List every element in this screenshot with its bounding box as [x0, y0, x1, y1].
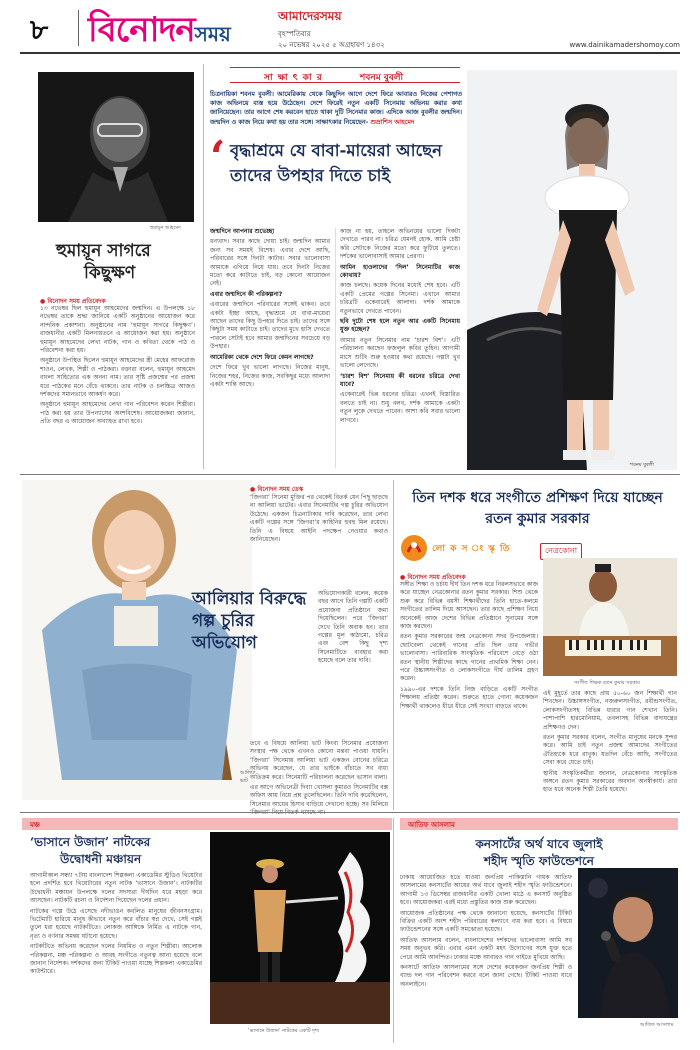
interview-question: আমেরিকা থেকে দেশে ফিরে কেমন লাগছে?: [210, 353, 314, 361]
bubly-photo-caption: শবনম বুবলী: [630, 462, 654, 468]
ratan-corner-label-text: নেত্রকোনা: [540, 543, 582, 560]
ratan-paragraph: স্থানীয় সংস্কৃতিকর্মীরা জানান, নেত্রকোনার সাংস্কৃতিক অঙ্গনে রতন কুমার সরকারের অবদান অনস্বীকার্য। তার হাত ধরে অনেক শিল্পী তৈরি হয়েছে।: [543, 769, 677, 794]
ratan-paragraph: রতন কুমার সরকার বলেন, সংগীত মানুষের মনকে সুন্দর করে। আমি চাই নতুন প্রজন্ম আমাদের সংগীতের ঐতিহ্যকে ধরে রাখুক। যতদিন বেঁচে আছি, সংগীতের সেবা করে যেতে চাই।: [543, 734, 677, 767]
page-number: ৮: [30, 13, 49, 46]
interview-answer: কাজ চলছে। কয়েক দিনের মধ্যেই শেষ হবে। এটি একটি প্রেমের গল্পের সিনেমা। এখানে আমার চরিত্রটি একেবারেই আলাদা। দর্শক আমাকে নতুনভাবে দেখতে পাবেন।: [340, 282, 460, 315]
issue-day: বৃহস্পতিবার: [278, 30, 311, 38]
atif-paragraph: ঢাকায় আয়োজিত হতে যাওয়া জনপ্রিয় পাকিস্তানি গায়ক আতিফ আসলামের কনসার্টের আয়ের অর্থ যাবে জুলাই শহীদ স্মৃতি ফাউন্ডেশনে। আগামী ১৩ ডিসেম্বর রাজধানীর একটি খোলা মাঠে এ কনসার্ট অনুষ্ঠিত হবে। আয়োজকরা এরই মধ্যে প্রস্তুতির কাজ শুরু করেছেন।: [400, 874, 572, 907]
bhashan-headline: [30, 834, 205, 868]
atif-section-tag: [400, 818, 678, 830]
bhashan-photo: [210, 832, 390, 1024]
ratan-col1: [400, 581, 538, 807]
bhashan-headline-line1: ‘ভাসানে উজান’ নাটকের: [30, 835, 151, 849]
atif-headline: [400, 836, 678, 870]
interview-question: জন্মদিনে আপনার শুভেচ্ছা: [210, 228, 275, 235]
ratan-col2: [543, 690, 677, 808]
section-suffix: সময়: [194, 22, 231, 46]
ratan-paragraph: এই মুহূর্তে তার কাছে প্রায় ৫০-৬০ জন শিক্ষার্থী গান শিখছেন। উচ্চাঙ্গসংগীত, নজরুলসংগীত, রবীন্দ্রসংগীত, লোকসংগীতসহ বিভিন্ন ধারার গান শেখান তিনি। পাশাপাশি হারমোনিয়াম, তবলাসহ বিভিন্ন বাদ্যযন্ত্রের প্রশিক্ষণও দেন।: [543, 690, 677, 731]
humayun-paragraph: অনুষ্ঠানে উপস্থিত ছিলেন হুমায়ূন আহমেদের স্ত্রী মেহের আফরোজ শাওন, লেখক, শিল্পী ও পাঠকরা। বক্তারা বলেন, হুমায়ূন আহমেদ বাংলা সাহিত্যের এক অনন্য নাম। তার সৃষ্টি প্রজন্মের পর প্রজন্ম ধরে পাঠকের মনে বেঁচে থাকবে। তার নাটক ও চলচ্চিত্র আজও দর্শকদের সমানভাবে আকর্ষণ করে।: [40, 357, 195, 399]
bhashan-section-label: মঞ্চ: [30, 821, 41, 829]
bhashan-stage-image: [210, 832, 390, 1024]
alia-paragraph: এর আগে অভিনেত্রী দিব্যা খোসলা কুমারও সিনেমাটির বক্স অফিস আয় নিয়ে প্রশ্ন তুলেছিলেন। তিনি দাবি করেছিলেন, সিনেমার আয়ের হিসাব বাড়িয়ে দেখানো হচ্ছে। সব মিলিয়ে: [250, 784, 388, 808]
interview-headline: [210, 132, 458, 188]
interview-subject: শবনম বুবলী: [360, 73, 404, 83]
atif-body: [400, 874, 572, 1040]
alia-headline: আলিয়ার বিরুদ্ধে গল্প চুরির অভিযোগ: [192, 589, 307, 653]
bhashan-paragraph: নাটকটিতে অভিনয় করেছেন দলের নিয়মিত ও নতুন শিল্পীরা। আলোক পরিকল্পনা, মঞ্চ পরিকল্পনা ও আবহ সংগীতে নতুনত্ব আনা হয়েছে বলে জানান নির্দেশক। দর্শকদের জন্য টিকিট পাওয়া যাচ্ছে শিল্পকলা একাডেমির কাউন্টারে।: [30, 943, 202, 976]
humayun-headline: [56, 240, 196, 284]
ratan-corner-label: [540, 538, 582, 560]
ratan-photo-caption: সংগীত শিক্ষক রতন কুমার সরকার: [574, 680, 640, 686]
ratan-byline-text: বিনোদন সময় প্রতিবেদক: [407, 574, 466, 581]
humayun-photo: [38, 72, 194, 222]
interview-answer: ধন্যবাদ। সবার কাছে দোয়া চাই। জন্মদিন আমার জন্য সব সময়ই বিশেষ। এবার দেশে আছি, পরিবারের সঙ্গে দিনটা কাটাব। সবার ভালোবাসা আমাকে এগিয়ে নিয়ে যায়। তবে দিনটা নিজের মতো করে কাটাতে চাই, বড় কোনো আয়োজন নেই।: [210, 238, 330, 288]
humayun-byline-text: বিনোদন সময় প্রতিবেদক: [47, 298, 106, 305]
humayun-photo-caption: হুমায়ূন আহমেদ: [150, 225, 181, 231]
interview-label-bar: [230, 67, 460, 83]
interview-interviewer: শুভ্রাশিস আহমেদ: [370, 118, 415, 126]
atif-photo-caption: আতিফ আসলাম: [640, 1022, 674, 1028]
folk-culture-icon: [400, 534, 428, 562]
quote-mark-icon: ‘: [210, 132, 226, 183]
ratan-photo: [543, 558, 677, 676]
bhashan-section-tag: [22, 818, 392, 830]
interview-answer: আমার নতুন সিনেমার নাম ‘চারশ বিশ’। এটি পরিচালনা করছেন ফজলুল কবির তুহিন। আগামী মাসে শুটিং শুরু হওয়ার কথা রয়েছে। গল্পটা খুব ভালো লেগেছে।: [340, 336, 460, 370]
interview-col1: [210, 228, 330, 468]
ratan-section-label: লো ক স ং স্কৃ তি: [432, 544, 511, 554]
ratan-byline: ● বিনোদন সময় প্রতিবেদক: [400, 574, 466, 581]
ratan-paragraph: সঙ্গীত শিক্ষা ও চর্চায় দীর্ঘ তিন দশক ধরে নিরলসভাবে কাজ করে যাচ্ছেন নেত্রকোনার রতন কুমার সরকার। শিশু থেকে শুরু করে বিভিন্ন বয়সী শিক্ষার্থীদের তিনি হাতে-কলমে সংগীতের তালিম দিয়ে আসছেন। তার কাছে প্রশিক্ষণ নিয়ে অনেকেই আজ দেশের বিভিন্ন প্রতিষ্ঠানে সুনামের সঙ্গে কাজ করছেন।: [400, 581, 539, 631]
ratan-section-badge: [400, 534, 538, 562]
bubly-portrait-image: [467, 70, 677, 470]
website[interactable]: www.dainikamadershomoy.com: [569, 41, 680, 49]
atif-section-label: আতিফ আসলাম: [408, 821, 455, 829]
bhashan-headline-line2: উদ্বোধনী মঞ্চায়ন: [60, 852, 142, 866]
alia-body-top: [250, 494, 388, 586]
interview-col2: [340, 228, 460, 468]
ratan-paragraph: রতন কুমার সরকারের জন্ম নেত্রকোনা সদর উপজেলায়। ছোটবেলা থেকেই গানের প্রতি ছিল তার গভীর ভালোবাসা। পারিবারিক সাংস্কৃতিক পরিবেশে বেড়ে ওঠা রতন স্থানীয় শিল্পীদের কাছে গানের প্রাথমিক শিক্ষা নেন। পরে উচ্চাঙ্গসংগীত ও লোকসংগীতে দীর্ঘ তালিম গ্রহণ করেন।: [400, 633, 538, 683]
bhashan-body: [30, 872, 202, 1040]
interview-question: এবার জন্মদিনে কী পরিকল্পনা?: [210, 290, 283, 298]
humayun-headline-line1: হুমায়ূন সাগরে: [56, 241, 151, 261]
masthead: [0, 0, 700, 56]
ratan-paragraph: ১৯৯০-এর দশকে তিনি নিজ বাড়িতে একটি সংগীত শিক্ষালয় প্রতিষ্ঠা করেন। শুরুতে হাতে গোনা কয়েকজন শিক্ষার্থী থাকলেও ধীরে ধীরে সেই সংখ্যা বাড়তে থাকে।: [400, 685, 538, 710]
interview-answer: দেশে ফিরে খুব ভালো লাগছে। নিজের মানুষ, নিজের শহর, নিজের কাজ, সবকিছুর মধ্যে আলাদা একটা শান্তি আছে।: [210, 364, 330, 388]
interview-question: আমিন হাওলাদের ‘দিল’ সিনেমাটির কাজ কোথায়?: [340, 263, 460, 280]
interview-intro-text: চিত্রনায়িকা শবনম বুবলী। আমেরিকায় থেকে কিছুদিন আগে দেশে ফিরে আবারও নিজের পেশাগত কাজ অভিনয়ে ব্যস্ত হয়ে উঠেছেন। দেশে ফিরেই নতুন একটি সিনেমায় অভিনয় করার কথা জানিয়েছেন। তার আগে শেষ করবেন হাতে থাকা দুটি সিনেমার কাজ। এদিকে আজ বুবলীর জন্মদিন। জন্মদিন ও কাজ নিয়ে কথা হয় তার সঙ্গে। সাক্ষাৎকার নিয়েছেন-: [210, 91, 462, 126]
humayun-body: [40, 305, 195, 465]
interview-question: ‘চারশ বিশ’ সিনেমায় কী ধরনের চরিত্রে দেখা যাবে?: [340, 372, 460, 388]
interview-headline-text: বৃদ্ধাশ্রমে যে বাবা-মায়েরা আছেন তাদের উপহার দিতে চাই: [230, 141, 442, 185]
atif-paragraph: আতিফ আসলাম বলেন, বাংলাদেশের দর্শকদের ভালোবাসা আমি সব সময় অনুভব করি। এবার এমন একটি মহৎ উদ্যোগের সঙ্গে যুক্ত হতে পেরে আমি আনন্দিত। ঢাকার মঞ্চে আবারও গান গাইতে মুখিয়ে আছি।: [400, 936, 572, 961]
bhashan-paragraph: আগামীকাল সন্ধ্যা ৭টায় বাংলাদেশ শিল্পকলা একাডেমির স্টুডিও থিয়েটার হলে প্রদর্শিত হবে থিয়েটারের নতুন নাটক ‘ভাসানে উজান’। নাটকটির উদ্বোধনী মঞ্চায়ন উপলক্ষে দলের সদস্যরা দীর্ঘদিন ধরে মহড়া করে আসছেন। নাটকটি রচনা ও নির্দেশনা দিয়েছেন দলের প্রধান।: [30, 872, 202, 905]
atif-headline-line1: কনসার্টের অর্থ যাবে জুলাই: [475, 837, 603, 851]
humayun-paragraph: ১৩ নভেম্বর ছিল হুমায়ূন আহমেদের জন্মদিন। এ উপলক্ষে ১৮ নভেম্বর তাকে শ্রদ্ধা জানিয়ে একটি অনুষ্ঠানের আয়োজন করে নান্দনিক প্রকাশনা। অনুষ্ঠানের নাম ‘হুমায়ূন সাগরে কিছুক্ষণ’। রাজধানীর একটি মিলনায়তনে এ আয়োজন করা হয়। অনুষ্ঠানে হুমায়ূন আহমেদের লেখা নাটক, গান ও কবিতা থেকে পাঠ ও পরিবেশনা করা হয়।: [40, 305, 195, 355]
humayun-paragraph: অনুষ্ঠানে হুমায়ূন আহমেদের লেখা গান পরিবেশন করেন শিল্পীরা। পাঠ করা হয় তার উপন্যাসের অংশবিশেষ। আয়োজকরা জানান, প্রতি বছর এ আয়োজন অব্যাহত রাখা হবে।: [40, 401, 195, 426]
atif-paragraph: কনসার্টে আতিফ আসলামের সঙ্গে দেশের কয়েকজন জনপ্রিয় শিল্পী ও ব্যান্ড দল গান পরিবেশন করবে বলে জানা গেছে। টিকিট পাওয়া যাবে অনলাইনে।: [400, 964, 572, 988]
humayun-byline: ● বিনোদন সময় প্রতিবেদক: [40, 298, 106, 305]
alia-paragraph: তবে এ বিষয়ে আলিয়া ভাট কিংবা সিনেমার প্রযোজনা সংস্থার পক্ষ থেকে এখনও কোনো মন্তব্য পাওয়া যায়নি। ‘জিগরা’ সিনেমায় আলিয়া ভাট একজন বোনের চরিত্রে অভিনয় করেছেন, যে তার ভাইকে বাঁচাতে সব বাধা অতিক্রম করে। সিনেমাটি পরিচালনা করেছেন ভাসান বালা।: [250, 740, 388, 781]
section-title: বিনোদন: [88, 10, 195, 50]
atif-paragraph: আয়োজক প্রতিষ্ঠানের পক্ষ থেকে জানানো হয়েছে, কনসার্টের টিকিট বিক্রির একটি অংশ শহীদ পরিবারের কল্যাণে ব্যয় করা হবে। এ বিষয়ে ফাউন্ডেশনের সঙ্গে একটি সমঝোতা হয়েছে।: [400, 909, 572, 934]
bubly-photo: [467, 70, 677, 470]
bhashan-photo-caption: ‘ভাসানে উজান’ নাটকের একটি দৃশ্য: [248, 1028, 320, 1034]
interview-intro: [210, 90, 462, 130]
interview-answer: এবারের জন্মদিনে পরিবারের সঙ্গেই থাকব। তবে একটা ইচ্ছা আছে, বৃদ্ধাশ্রমে যে বাবা-মায়েরা আছেন তাদের কিছু উপহার দিতে চাই। তাদের সঙ্গে কিছুটা সময় কাটাতে চাই। তাদের মুখে হাসি দেখতে পারলে সেটাই হবে আমার জন্মদিনের সবচেয়ে বড় উপহার।: [210, 301, 330, 351]
alia-paragraph: ‘জিগরা’ সিনেমা মুক্তির পর থেকেই বিতর্ক যেন পিছু ছাড়ছে না আলিয়া ভাটের। এবার সিনেমাটির গল্প চুরির অভিযোগ উঠেছে। একজন চিত্রনাট্যকার দাবি করেছেন, তার লেখা একটি গল্পের সঙ্গে ‘জিগরা’র কাহিনির হুবহু মিল রয়েছে। তিনি এ বিষয়ে আইনি পদক্ষেপ নেওয়ার কথাও জানিয়েছেন।: [250, 494, 388, 544]
humayun-portrait-image: [38, 72, 194, 222]
interview-label: সা ক্ষা ৎ কা র: [264, 73, 323, 83]
ratan-headline: তিন দশক ধরে সংগীতে প্রশিক্ষণ দিয়ে যাচ্ছেন রতন কুমার সরকার: [412, 490, 663, 527]
ratan-portrait-image: [543, 558, 677, 676]
alia-paragraph: অভিযোগকারী বলেন, কয়েক বছর আগে তিনি গল্পটি একটি প্রযোজনা প্রতিষ্ঠানে জমা দিয়েছিলেন। পরে ‘জিগরা’ দেখে তিনি অবাক হন। তার গল্পের মূল কাঠামো, চরিত্র এবং বেশ কিছু দৃশ্য সিনেমাটিতে ব্যবহার করা হয়েছে বলে তার দাবি।: [318, 590, 388, 665]
alia-photo-caption: আলিয়া ভাট: [240, 770, 256, 784]
alia-body-right: [318, 590, 388, 730]
paper-name: আমাদেরসময়: [278, 9, 342, 23]
interview-question: ছবি দুটো শেষ হলে নতুন আর একটি সিনেমায় যুক্ত হচ্ছেন?: [340, 318, 460, 334]
bhashan-paragraph: নাটকের গল্পে উঠে এসেছে নদীভাঙন কবলিত মানুষের জীবনসংগ্রাম। ভিটেমাটি হারিয়ে মানুষ কীভাবে নতুন করে বাঁচার স্বপ্ন দেখে, সেই গল্পই তুলে ধরা হয়েছে নাটকটিতে। লোকজ আঙ্গিকে নির্মিত এ নাটকে গান, নৃত্য ও বর্ণনার সমন্বয় ঘটানো হয়েছে।: [30, 907, 202, 940]
atif-headline-line2: শহীদ স্মৃতি ফাউন্ডেশনে: [484, 854, 594, 868]
atif-portrait-image: [578, 868, 678, 1018]
alia-body-bottom: [250, 740, 388, 808]
interview-answer: কাজ না হয়, তাহলে অভিনয়ের ভালো দিকটা দেখাতে পারব না। চরিত্র যেমনই হোক, আমি চেষ্টা করি সেটাকে নিজের মতো করে ফুটিয়ে তুলতে। দর্শকের ভালোবাসাই আমার প্রেরণা।: [340, 228, 460, 261]
alia-byline-text: বিনোদন সময় ডেস্ক: [257, 486, 304, 493]
humayun-headline-line2: কিছুক্ষণ: [84, 263, 136, 283]
atif-photo: [578, 868, 678, 1018]
section-logo: [88, 4, 231, 48]
interview-answer: একেবারেই ভিন্ন ধরনের চরিত্র। এখনই বিস্তারিত বলতে চাই না। শুধু বলব, দর্শক আমাকে একটা নতুন লুকে দেখতে পাবেন। আশা করি সবার ভালো লাগবে।: [340, 391, 460, 424]
alia-byline: ● বিনোদন সময় ডেস্ক: [250, 486, 304, 493]
issue-date: ২০ নভেম্বর ২০২৫ ৫ অগ্রহায়ণ ১৪৩২: [278, 41, 385, 49]
